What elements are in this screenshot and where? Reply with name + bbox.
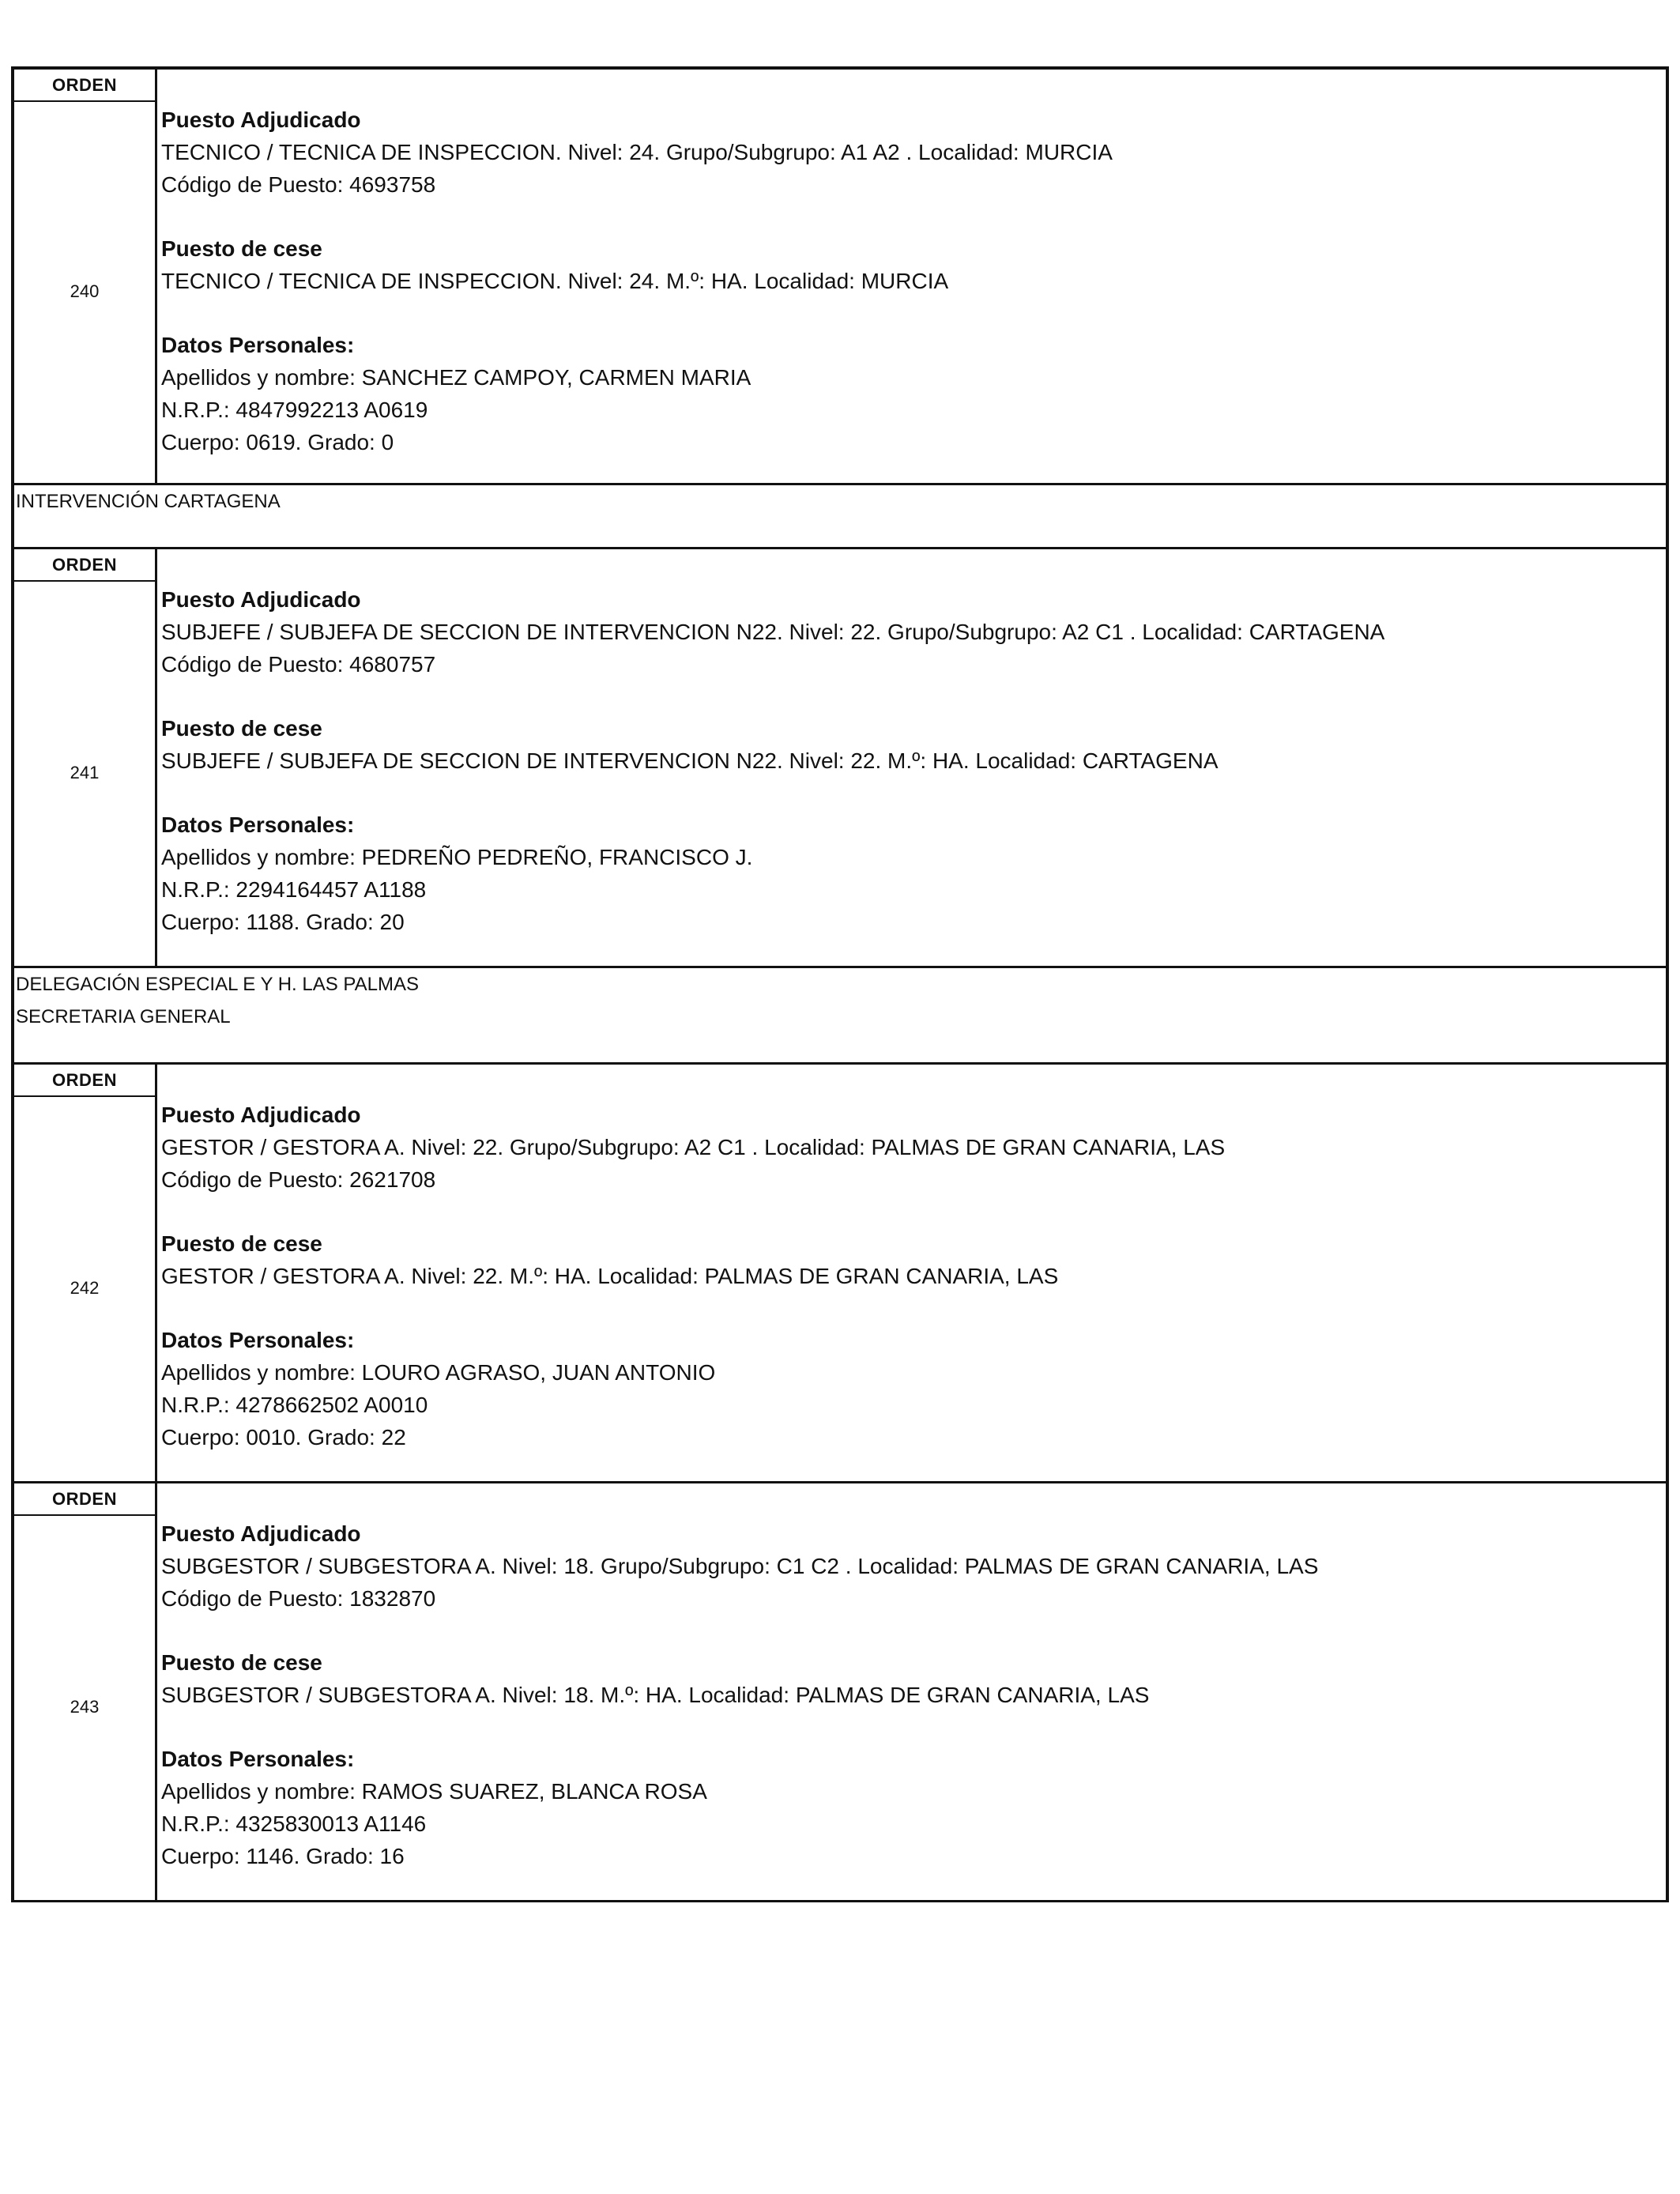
- puesto-cese-heading: Puesto de cese: [161, 236, 322, 261]
- datos-personales-heading: Datos Personales:: [161, 1747, 355, 1771]
- orden-column: [14, 70, 157, 483]
- puesto-adjudicado-text: GESTOR / GESTORA A. Nivel: 22. Grupo/Subgrupo: A2 C1 . Localidad: PALMAS DE GRAN CANARIA, LAS: [161, 1135, 1226, 1159]
- apellidos-nombre: Apellidos y nombre: RAMOS SUAREZ, BLANCA ROSA: [161, 1779, 707, 1804]
- puesto-cese-heading: Puesto de cese: [161, 1231, 322, 1256]
- nrp: N.R.P.: 4847992213 A0619: [161, 398, 428, 422]
- orden-column: [14, 1483, 157, 1900]
- section-header: [11, 485, 1669, 549]
- cuerpo-grado: Cuerpo: 1146. Grado: 16: [161, 1844, 405, 1868]
- section-title: INTERVENCIÓN CARTAGENA: [16, 491, 281, 512]
- nrp: N.R.P.: 4325830013 A1146: [161, 1811, 427, 1836]
- entry-row: [11, 66, 1669, 485]
- codigo-puesto: Código de Puesto: 2621708: [161, 1167, 436, 1192]
- datos-personales-heading: Datos Personales:: [161, 333, 355, 357]
- orden-column: [14, 549, 157, 966]
- puesto-cese-heading: Puesto de cese: [161, 716, 322, 741]
- datos-personales-heading: Datos Personales:: [161, 1328, 355, 1352]
- puesto-adjudicado-heading: Puesto Adjudicado: [161, 1103, 361, 1127]
- orden-number: 240: [70, 281, 100, 301]
- codigo-puesto: Código de Puesto: 1832870: [161, 1586, 436, 1611]
- puesto-cese-text: SUBJEFE / SUBJEFA DE SECCION DE INTERVENCION N22. Nivel: 22. M.º: HA. Localidad: CARTAGENA: [161, 748, 1219, 773]
- puesto-cese-text: SUBGESTOR / SUBGESTORA A. Nivel: 18. M.º: HA. Localidad: PALMAS DE GRAN CANARIA, LAS: [161, 1683, 1150, 1707]
- puesto-cese-text: GESTOR / GESTORA A. Nivel: 22. M.º: HA. Localidad: PALMAS DE GRAN CANARIA, LAS: [161, 1264, 1059, 1288]
- nrp: N.R.P.: 4278662502 A0010: [161, 1393, 428, 1417]
- puesto-adjudicado-text: TECNICO / TECNICA DE INSPECCION. Nivel: 24. Grupo/Subgrupo: A1 A2 . Localidad: MURCIA: [161, 140, 1113, 164]
- codigo-puesto: Código de Puesto: 4680757: [161, 652, 436, 677]
- apellidos-nombre: Apellidos y nombre: LOURO AGRASO, JUAN ANTONIO: [161, 1360, 716, 1385]
- entry-row: [11, 549, 1669, 968]
- orden-header: ORDEN: [14, 1483, 155, 1516]
- entry-details: [161, 1517, 1658, 1872]
- datos-personales-heading: Datos Personales:: [161, 812, 355, 837]
- cuerpo-grado: Cuerpo: 0010. Grado: 22: [161, 1425, 406, 1449]
- orden-number: 241: [70, 763, 100, 782]
- puesto-adjudicado-heading: Puesto Adjudicado: [161, 1521, 361, 1546]
- puesto-cese-heading: Puesto de cese: [161, 1650, 322, 1675]
- section-subtitle: SECRETARIA GENERAL: [16, 1006, 231, 1027]
- orden-column: [14, 1065, 157, 1481]
- nrp: N.R.P.: 2294164457 A1188: [161, 877, 427, 902]
- section-title: DELEGACIÓN ESPECIAL E Y H. LAS PALMAS: [16, 974, 419, 995]
- entry-details: [161, 583, 1658, 938]
- puesto-adjudicado-heading: Puesto Adjudicado: [161, 587, 361, 612]
- cuerpo-grado: Cuerpo: 1188. Grado: 20: [161, 910, 405, 934]
- document-table: [11, 66, 1669, 1902]
- section-header: [11, 968, 1669, 1065]
- codigo-puesto: Código de Puesto: 4693758: [161, 172, 436, 197]
- puesto-adjudicado-text: SUBGESTOR / SUBGESTORA A. Nivel: 18. Grupo/Subgrupo: C1 C2 . Localidad: PALMAS DE GRAN CANARIA, LAS: [161, 1554, 1319, 1578]
- puesto-adjudicado-text: SUBJEFE / SUBJEFA DE SECCION DE INTERVENCION N22. Nivel: 22. Grupo/Subgrupo: A2 C1 . Localidad: CARTAGENA: [161, 620, 1385, 644]
- entry-row: [11, 1483, 1669, 1902]
- entry-details: [161, 1099, 1658, 1453]
- orden-number: 242: [70, 1278, 100, 1298]
- orden-number: 243: [70, 1697, 100, 1717]
- orden-header: ORDEN: [14, 1065, 155, 1097]
- orden-header: ORDEN: [14, 70, 155, 102]
- puesto-cese-text: TECNICO / TECNICA DE INSPECCION. Nivel: 24. M.º: HA. Localidad: MURCIA: [161, 269, 949, 293]
- puesto-adjudicado-heading: Puesto Adjudicado: [161, 107, 361, 132]
- apellidos-nombre: Apellidos y nombre: PEDREÑO PEDREÑO, FRANCISCO J.: [161, 845, 753, 869]
- orden-header: ORDEN: [14, 549, 155, 582]
- apellidos-nombre: Apellidos y nombre: SANCHEZ CAMPOY, CARMEN MARIA: [161, 365, 751, 390]
- entry-row: [11, 1065, 1669, 1483]
- cuerpo-grado: Cuerpo: 0619. Grado: 0: [161, 430, 394, 454]
- entry-details: [161, 104, 1658, 458]
